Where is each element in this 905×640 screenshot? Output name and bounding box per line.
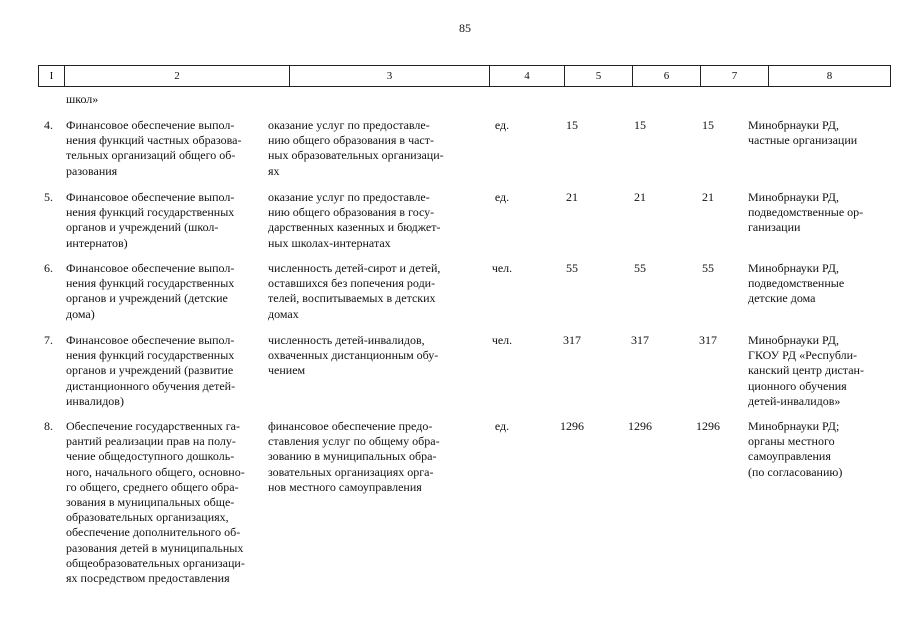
column-header-7: 7 <box>701 66 769 87</box>
row-indicator: оказание услуг по предоставле- нию общего образования в госу- дарственных казенных и бюджет- ных школах-интернатах <box>268 190 441 250</box>
row-value-2: 1296 <box>628 419 652 433</box>
row-value-1: 21 <box>566 190 578 204</box>
row-value-3: 317 <box>699 333 717 347</box>
row-number: 6. <box>44 261 53 275</box>
row-value-3: 55 <box>702 261 714 275</box>
column-number-header <box>38 65 891 87</box>
column-header-2: 2 <box>65 66 290 87</box>
row-executor: Минобрнауки РД, частные организации <box>748 118 858 148</box>
row-value-1: 317 <box>563 333 581 347</box>
column-header-4: 4 <box>490 66 565 87</box>
row-number: 4. <box>44 118 53 132</box>
row-value-2: 15 <box>634 118 646 132</box>
row-value-1: 55 <box>566 261 578 275</box>
row-unit: ед. <box>494 118 510 132</box>
row-description: Финансовое обеспечение выпол- нения функций государственных органов и учреждений (детские дома) <box>66 261 235 321</box>
row-executor: Минобрнауки РД, подведомственные детские дома <box>748 261 845 306</box>
row-executor: Минобрнауки РД; органы местного самоуправления (по согласованию) <box>748 419 843 479</box>
row-value-2: 21 <box>634 190 646 204</box>
row-value-3: 21 <box>702 190 714 204</box>
column-header-8: 8 <box>769 66 891 87</box>
row-unit: чел. <box>491 261 513 275</box>
column-header-3: 3 <box>290 66 490 87</box>
row-unit: ед. <box>494 419 510 433</box>
row-value-1: 15 <box>566 118 578 132</box>
row-indicator: оказание услуг по предоставле- нию общего образования в част- ных образовательных организаци- ях <box>268 118 444 178</box>
row-value-3: 1296 <box>696 419 720 433</box>
row-executor: Минобрнауки РД, подведомственные ор- ганизации <box>748 190 864 235</box>
row-value-2: 317 <box>631 333 649 347</box>
row-executor: Минобрнауки РД, ГКОУ РД «Республи- канский центр дистан- ционного обучения детей-инвалидов» <box>748 333 864 408</box>
row-number: 5. <box>44 190 53 204</box>
row-value-2: 55 <box>634 261 646 275</box>
row-description: Финансовое обеспечение выпол- нения функций государственных органов и учреждений (школ- интернатов) <box>66 190 235 250</box>
column-header-5: 5 <box>565 66 633 87</box>
continuation-text: школ» <box>66 92 99 106</box>
row-indicator: численность детей-инвалидов, охваченных дистанционным обу- чением <box>268 333 439 378</box>
row-unit: ед. <box>494 190 510 204</box>
row-description: Обеспечение государственных га- рантий реализации прав на полу- чение общедоступного дошколь- ного, начального общего, основно- го общего, среднего общего обра- зования в муниципальных обще- образовательных организациях, обеспечение дополнительного об- разования детей в муниципальных общеобразовательных организаци- ях посредством предоставления <box>66 419 245 586</box>
row-value-1: 1296 <box>560 419 584 433</box>
column-header-6: 6 <box>633 66 701 87</box>
column-header-1: I <box>39 66 65 87</box>
row-description: Финансовое обеспечение выпол- нения функций частных образова- тельных организаций общего об- разования <box>66 118 242 178</box>
page-number: 85 <box>459 21 471 35</box>
row-indicator: финансовое обеспечение предо- ставления услуг по общему обра- зованию в муниципальных обра- зовательных организациях орга- нов местного самоуправления <box>268 419 440 494</box>
row-number: 7. <box>44 333 53 347</box>
row-number: 8. <box>44 419 53 433</box>
row-unit: чел. <box>491 333 513 347</box>
row-value-3: 15 <box>702 118 714 132</box>
row-description: Финансовое обеспечение выпол- нения функций государственных органов и учреждений (развитие дистанционного обучения детей- инвалидов) <box>66 333 236 408</box>
row-indicator: численность детей-сирот и детей, оставшихся без попечения роди- телей, воспитываемых в детских домах <box>268 261 441 321</box>
